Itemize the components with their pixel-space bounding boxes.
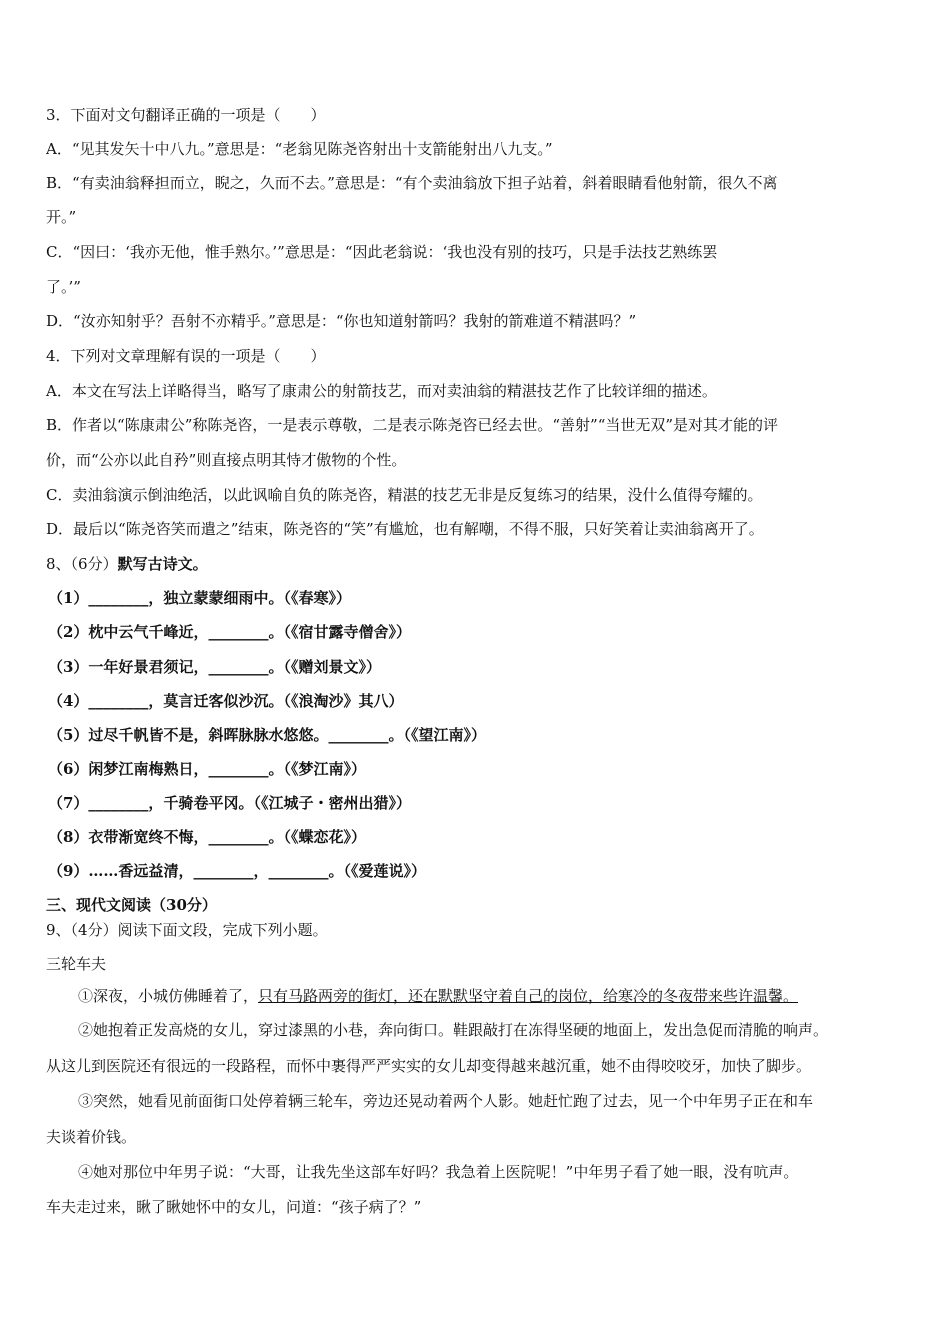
section-3-title: 三、现代文阅读（30分） [46,896,217,914]
q8-item-6: （6）闲梦江南梅熟日，________。（《梦江南》） [48,760,366,778]
q8-stem-prefix: 8、（6分） [46,555,118,573]
q4-option-b-line2: 价，而“公亦以此自矜”则直接点明其恃才傲物的个性。 [46,451,407,469]
q4-stem: 4．下列对文章理解有误的一项是（ ） [46,347,326,365]
q3-option-b-line1: B．“有卖油翁释担而立，睨之，久而不去。”意思是：“有个卖油翁放下担子站着，斜着眼睛看他射箭，很久不离 [46,174,778,192]
q8-item-9: （9）……香远益清，________，________。（《爱莲说》） [48,862,426,880]
passage-paragraph-4-line2: 车夫走过来，瞅了瞅她怀中的女儿，问道：“孩子病了？” [46,1198,422,1216]
passage-title: 三轮车夫 [46,955,107,973]
paragraph-1-text: ①深夜，小城仿佛睡着了， [78,987,259,1005]
q3-option-a: A．“见其发矢十中八九。”意思是：“老翁见陈尧咨射出十支箭能射出八九支。” [46,140,553,158]
q8-item-4: （4）________，莫言迁客似沙沉。（《浪淘沙》其八） [48,692,404,710]
passage-paragraph-2-line1: ②她抱着正发高烧的女儿，穿过漆黑的小巷，奔向街口。鞋跟敲打在冻得坚硬的地面上，发出急促而清脆的响声。 [78,1021,829,1039]
passage-paragraph-3-line2: 夫谈着价钱。 [46,1128,137,1146]
q3-option-c-line1: C．“因曰：‘我亦无他，惟手熟尔。’”意思是：“因此老翁说：‘我也没有别的技巧，只是手法技艺熟练罢 [46,243,718,261]
q4-option-a: A．本文在写法上详略得当，略写了康肃公的射箭技艺，而对卖油翁的精湛技艺作了比较详细的描述。 [46,382,717,400]
q3-option-b-line2: 开。” [46,208,77,226]
q8-stem-title: 默写古诗文。 [117,555,208,573]
q8-item-5: （5）过尽千帆皆不是，斜晖脉脉水悠悠。________。（《望江南》） [48,726,486,744]
q8-item-2: （2）枕中云气千峰近，________。（《宿甘露寺僧舍》） [48,623,411,641]
q4-option-b-line1: B．作者以“陈康肃公”称陈尧咨，一是表示尊敬，二是表示陈尧咨已经去世。“善射”“当世无双”是对其才能的评 [46,416,779,434]
q9-stem: 9、（4分）阅读下面文段，完成下列小题。 [46,921,328,939]
q4-option-d: D．最后以“陈尧咨笑而遣之”结束，陈尧咨的“笑”有尴尬，也有解嘲，不得不服，只好笑着让卖油翁离开了。 [46,520,764,538]
paragraph-1-underlined: 只有马路两旁的街灯，还在默默坚守着自己的岗位，给寒冷的冬夜带来些许温馨。 [258,987,799,1005]
passage-paragraph-3-line1: ③突然，她看见前面街口处停着辆三轮车，旁边还晃动着两个人影。她赶忙跑了过去，见一个中年男子正在和车 [78,1092,814,1110]
q8-item-1: （1）________，独立蒙蒙细雨中。（《春寒》） [48,589,351,607]
q3-option-d: D．“汝亦知射乎？吾射不亦精乎。”意思是：“你也知道射箭吗？我射的箭难道不精湛吗？” [46,312,637,330]
q8-item-3: （3）一年好景君须记，________。（《赠刘景文》） [48,658,381,676]
q3-stem: 3．下面对文句翻译正确的一项是（ ） [46,106,326,124]
q8-stem [46,553,208,574]
q4-option-c: C．卖油翁演示倒油绝活，以此讽喻自负的陈尧咨，精湛的技艺无非是反复练习的结果，没什么值得夸耀的。 [46,486,763,504]
q3-option-c-line2: 了。’” [46,278,81,296]
passage-paragraph-2-line2: 从这儿到医院还有很远的一段路程，而怀中裹得严严实实的女儿却变得越来越沉重，她不由得咬咬牙，加快了脚步。 [46,1057,812,1075]
q8-item-8: （8）衣带渐宽终不悔，________。（《蝶恋花》） [48,828,366,846]
q8-item-7: （7）________，千骑卷平冈。（《江城子・密州出猎》） [48,794,411,812]
passage-paragraph-1 [78,985,798,1006]
passage-paragraph-4-line1: ④她对那位中年男子说：“大哥，让我先坐这部车好吗？我急着上医院呢！”中年男子看了她一眼，没有吭声。 [78,1163,799,1181]
